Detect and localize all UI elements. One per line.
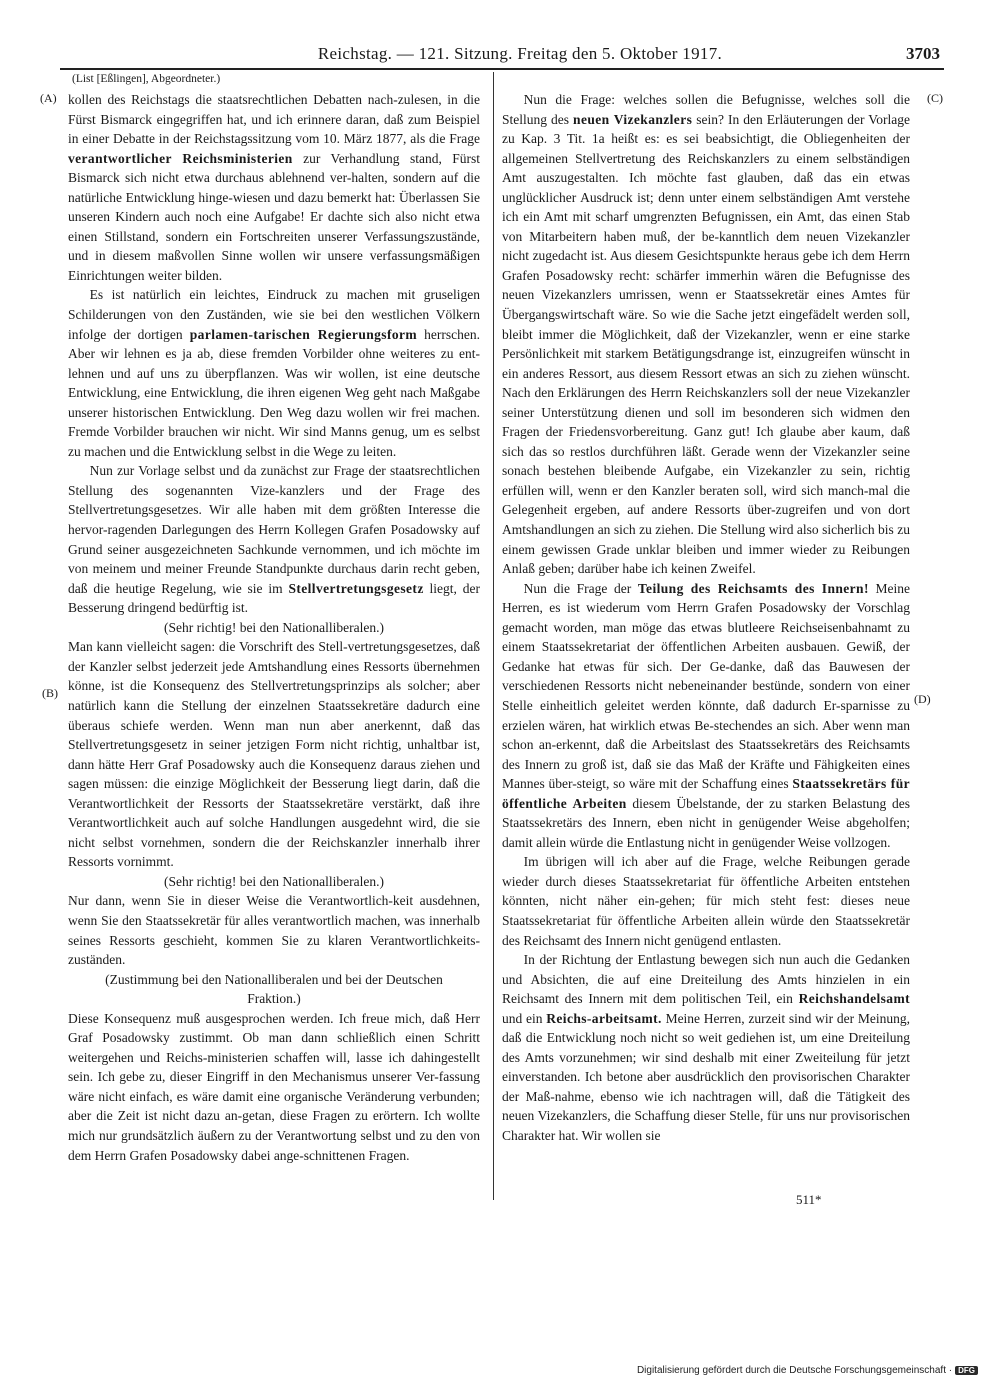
page-number: 3703 (906, 44, 940, 63)
left-column (68, 90, 480, 1165)
margin-mark-b: (B) (42, 686, 58, 700)
margin-mark-a: (A) (40, 91, 57, 105)
paragraph: Nun die Frage: welches sollen die Befugnisse, welches soll die Stellung des neuen Vizekanzlers sein? In den Erläuterungen der Vorlage zu Kap. 3 Tit. 1a heißt es: es sei beabsichtigt, die Obliegenheiten der allgemeinen Stellvertretung des Reichskanzlers zu einem selbständigen Amt auszugestalten. Ich möchte fast glauben, daß das ein etwas unglücklicher Ausdruck ist; denn unter einem selbständigen Amt verstehe ich ein Amt mit scharf umgrenzten Befugnissen, ein Amt, das einen Stab von Mitarbeitern haben muß, der be-kanntlich dem neuen Vizekanzler nicht zugedacht ist. Aus diesem Gesichtspunkte heraus gebe ich dem Herrn Grafen Posadowsky recht: schärfer immerhin wären die Befugnisse des neuen Vizekanzlers umrissen, wenn er Staatssekretär eines Amtes für Übergangswirtschaft wäre. So wie die Sache jetzt eingefädelt werden soll, bleibt immer die Möglichkeit, daß der Vizekanzler, wenn er eine starke Persönlichkeit mit starkem Betätigungsdrange ist, einzugreifen wünscht in ein anderes Ressort, aus diesem Ressort etwas an sich zu ziehen wünscht. Nach den Erklärungen des Herrn Reichskanzlers soll der neue Vizekanzler seiner Unterstützung dienen und soll im besonderen sich widmen den Fragen der Friedensvorbereitung. Ganz gut! Ich glaube aber kaum, daß sich das so restlos durchführen läßt. Gerade wenn der Vizekanzler seine sonach bestehen bleibende Aufgabe, ein Vizekanzler zu sein, richtig erfüllen will, wenn er den Kanzler beraten soll, wird sich manch-mal die Gelegenheit ergeben, auf andere Ressorts über-zugreifen und von dort Amtshandlungen an sich zu ziehen. Die Stellung wird also sicherlich bis zu einem gewissen Grade unklar bleiben und immer wieder zu Reibungen Anlaß geben; darüber habe ich keinen Zweifel. (502, 92, 910, 577)
column-separator (493, 72, 494, 1200)
paragraph: Es ist natürlich ein leichtes, Eindruck zu machen mit gruseligen Schilderungen von den Zuständen, wie sie bei den westlichen Völkern infolge der dortigen parlamen-tarischen Regierungsform herrschen. Aber wir lehnen es ja ab, diese fremden Vorbilder ohne weiteres zu ent-lehnen und auf uns zu überpflanzen. Was wir wollen, ist eine deutsche Entwicklung, eine Entwicklung, die ihren eigenen Weg geht nach Maßgabe unserer historischen Entwicklung. Den Weg dazu wollen wir frei machen. Fremde Vorbilder brauchen wir nicht. Wir sind Manns genug, um es selbst zu machen und die Entwicklung selbst in die Wege zu leiten. (68, 287, 480, 459)
paragraph: Nun die Frage der Teilung des Reichsamts des Innern! Meine Herren, es ist wiederum vom Herrn Grafen Posadowsky der Vorschlag gemacht worden, man möge das etwas blutleere Reichseisenbahnamt zu einem Staatssekretariat der öffentlichen Arbeiten ausbauen. Gewiß, der Gedanke hat etwas für sich. Der Ge-danke, daß das Bauwesen der verschiedenen Ressorts nicht nebeneinander bestünde, sondern von einer Stelle einheitlich geleitet werden könnte, daß dadurch Er-sparnisse zu erzielen wären, hat wirklich etwas Be-stechendes an sich. Aber wenn man schon an-erkennt, daß die Arbeitslast des Staatssekretärs des Reichsamts des Innern zu groß ist, daß sie das Maß der Kräfte und Fähigkeiten eines Mannes über-steigt, so wäre mit der Schaffung eines Staatssekretärs für öffentliche Arbeiten diesem Übelstande, der zu starken Belastung des Staatssekretärs des Innern, eben nicht in genügender Weise abgeholfen; damit allein würde die Entlastung nicht in genügender Weise vollzogen. (502, 580, 911, 850)
interjection: (Sehr richtig! bei den Nationalliberalen.) (163, 873, 385, 889)
interjection: (Zustimmung bei den Nationalliberalen und bei der Deutschen Fraktion.) (105, 971, 443, 1007)
paragraph: Im übrigen will ich aber auf die Frage, welche Reibungen gerade wieder durch dieses Staatssekretariat für öffentliche Arbeiten entstehen könnten, nicht näher ein-gehen; für mich steht fest: dieses neue Staatssekretariat für öffentliche Arbeiten allein würde den Staatssekretär des Reichsamt des Innern nicht genügend entlasten. (502, 854, 910, 948)
right-column (502, 90, 910, 1146)
interjection: (Sehr richtig! bei den Nationalliberalen.) (163, 619, 385, 635)
footer-text: Digitalisierung gefördert durch die Deutsche Forschungsgemeinschaft · (636, 1365, 953, 1376)
paragraph: Nur dann, wenn Sie in dieser Weise die Verantwortlich-keit ausdehnen, wenn Sie den Staatssekretär für alles verantwortlich machen, was innerhalb seines Ressorts geschieht, kommen Sie zu klaren Verantwortlichkeits-zuständen. (68, 893, 480, 968)
header-title: Reichstag. — 121. Sitzung. Freitag den 5. Oktober 1917. (317, 44, 723, 63)
header-rule (60, 68, 944, 70)
folio-mark: 511* (796, 1192, 822, 1207)
paragraph: kollen des Reichstags die staatsrechtlichen Debatten nach-zulesen, in die Fürst Bismarck eingegriffen hat, und ich erinnere daran, daß zum Beispiel in einer Debatte in der Reichstagssitzung vom 10. März 1877, als die Frage verantwortlicher Reichsministerien zur Verhandlung stand, Fürst Bismarck sich nicht etwa durchaus ablehnend ver-halten, sondern auf die natürliche Entwicklung hinge-wiesen und dazu bemerkt hat: Überlassen Sie unseren Kindern auch noch eine Aufgabe! Er dachte sich also nicht etwa einen Stillstand, sondern ein Fortschreiten unserer Verfassungszustände, und in diesem maßvollen Sinne wollen wir unsere verfassungsmäßigen Einrichtungen weiter bilden. (68, 92, 480, 283)
paragraph: Man kann vielleicht sagen: die Vorschrift des Stell-vertretungsgesetzes, daß der Kanzler selbst jederzeit jede Amtshandlung eines Ressorts übernehmen könne, ist die Konsequenz des Stellvertretungsprinzips als solcher; aber natürlich kann die Stellung der einzelnen Staatssekretäre dadurch eine überaus schiefe werden. Wenn man nun aber anerkennt, daß das Stellvertretungsgesetz in seiner jetzigen Form nicht richtig, unhaltbar ist, dann hätte Herr Graf Posadowsky auch die Konsequenz daraus ziehen und sagen müssen: die einzige Möglichkeit der Besserung liegt darin, daß die Verantwortlichkeit der Ressorts der Staatssekretäre verstärkt, daß ihre Verantwortlichkeit auch auf solche Handlungen ausgedehnt wird, die sie nicht selbst vornehmen, sondern die der Reichskanzler innerhalb ihrer Ressorts vornimmt. (68, 639, 480, 870)
dfg-logo: DFG (955, 1366, 978, 1375)
running-header (60, 44, 940, 66)
paragraph: Diese Konsequenz muß ausgesprochen werden. Ich freue mich, daß Herr Graf Posadowsky zustimmt. Ob man dann schließlich einen Schritt weitergehen und Reichs-ministerien schaffen will, lasse ich dahingestellt sein. Ich gebe zu, dieser Eingriff in den Mechanismus unserer Ver-fassung wäre nicht einfach, es wäre damit eine organische Veränderung verbunden; aber die Zeit ist nicht dazu an-getan, diese Fragen zu erörtern. Ich wollte mich nur grundsätzlich äußern zu der Verantwortung selbst und zu den von dem Herrn Grafen Posadowsky dabei ange-schnittenen Fragen. (68, 1010, 480, 1163)
paragraph: Nun zur Vorlage selbst und da zunächst zur Frage der staatsrechtlichen Stellung des sogenannten Vize-kanzlers und der Frage des Stellvertretungsgesetzes. Wir alle haben mit dem größten Interesse die hervor-ragenden Darlegungen des Herrn Kollegen Grafen Posadowsky auf Grund seiner ausgezeichneten Sachkunde vernommen, und ich möchte im von meinem und meiner Freunde Standpunkte durchaus darin recht geben, daß die heutige Regelung, wie sie im Stellvertretungsgesetz liegt, der Besserung dringend bedürftig ist. (68, 463, 481, 616)
margin-mark-c: (C) (927, 91, 943, 105)
speaker-note: (List [Eßlingen], Abgeordneter.) (72, 73, 221, 85)
paragraph: In der Richtung der Entlastung bewegen sich nun auch die Gedanken und Absichten, die auf eine Dreiteilung des Amts hinzielen in ein Reichsamt des Innern mit dem politischen Teil, ein Reichshandelsamt und ein Reichs-arbeitsamt. Meine Herren, zurzeit sind wir der Meinung, daß die Entwicklung noch nicht so weit gediehen ist, um eine Dreiteilung des Amts vorzunehmen; wir sind deshalb mit einer Zweiteilung für jetzt einverstanden. Ich betone aber ausdrücklich den provisorischen Charakter der Maß-nahme, ebenso wie ich nachtragen will, daß die Tätigkeit des neuen Vizekanzlers, die Schaffung dieser Stelle, für uns nur provisorischen Charakter hat. Wir wollen sie (502, 952, 910, 1143)
digitization-footer (637, 1365, 978, 1376)
margin-mark-d: (D) (914, 692, 931, 706)
